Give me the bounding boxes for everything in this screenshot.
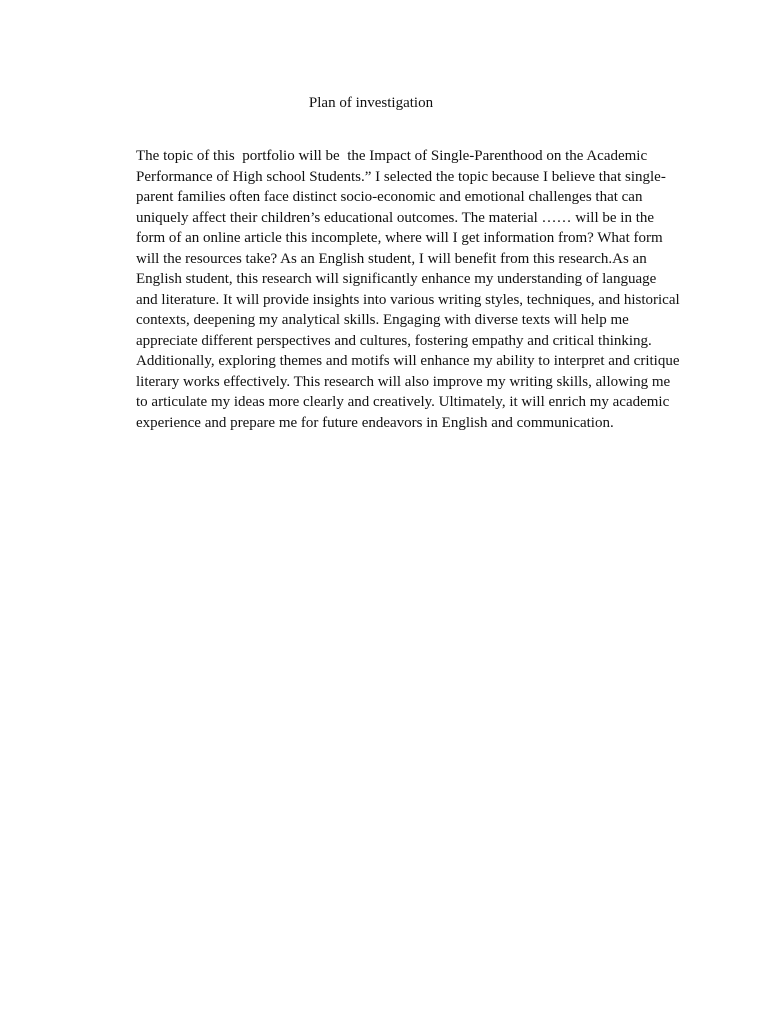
- document-title: Plan of investigation: [308, 95, 434, 111]
- body-paragraph: The topic of this portfolio will be the Impact of Single-Parenthood on the Academic Performance of High school Students.” I selected the topic because I believe that single-parent families often face distinct socio-economic and emotional challenges that can uniquely affect their children’s educational outcomes. The material …… will be in the form of an online article this incomplete, where will I get information from? What form will the resources take? As an English student, I will benefit from this research.As an English student, this research will significantly enhance my understanding of language and literature. It will provide insights into various writing styles, techniques, and historical contexts, deepening my analytical skills. Engaging with diverse texts will help me appreciate different perspectives and cultures, fostering empathy and critical thinking. Additionally, exploring themes and motifs will enhance my ability to interpret and critique literary works effectively. This research will also improve my writing skills, allowing me to articulate my ideas more clearly and creatively. Ultimately, it will enrich my academic experience and prepare me for future endeavors in English and communication.: [136, 148, 684, 431]
